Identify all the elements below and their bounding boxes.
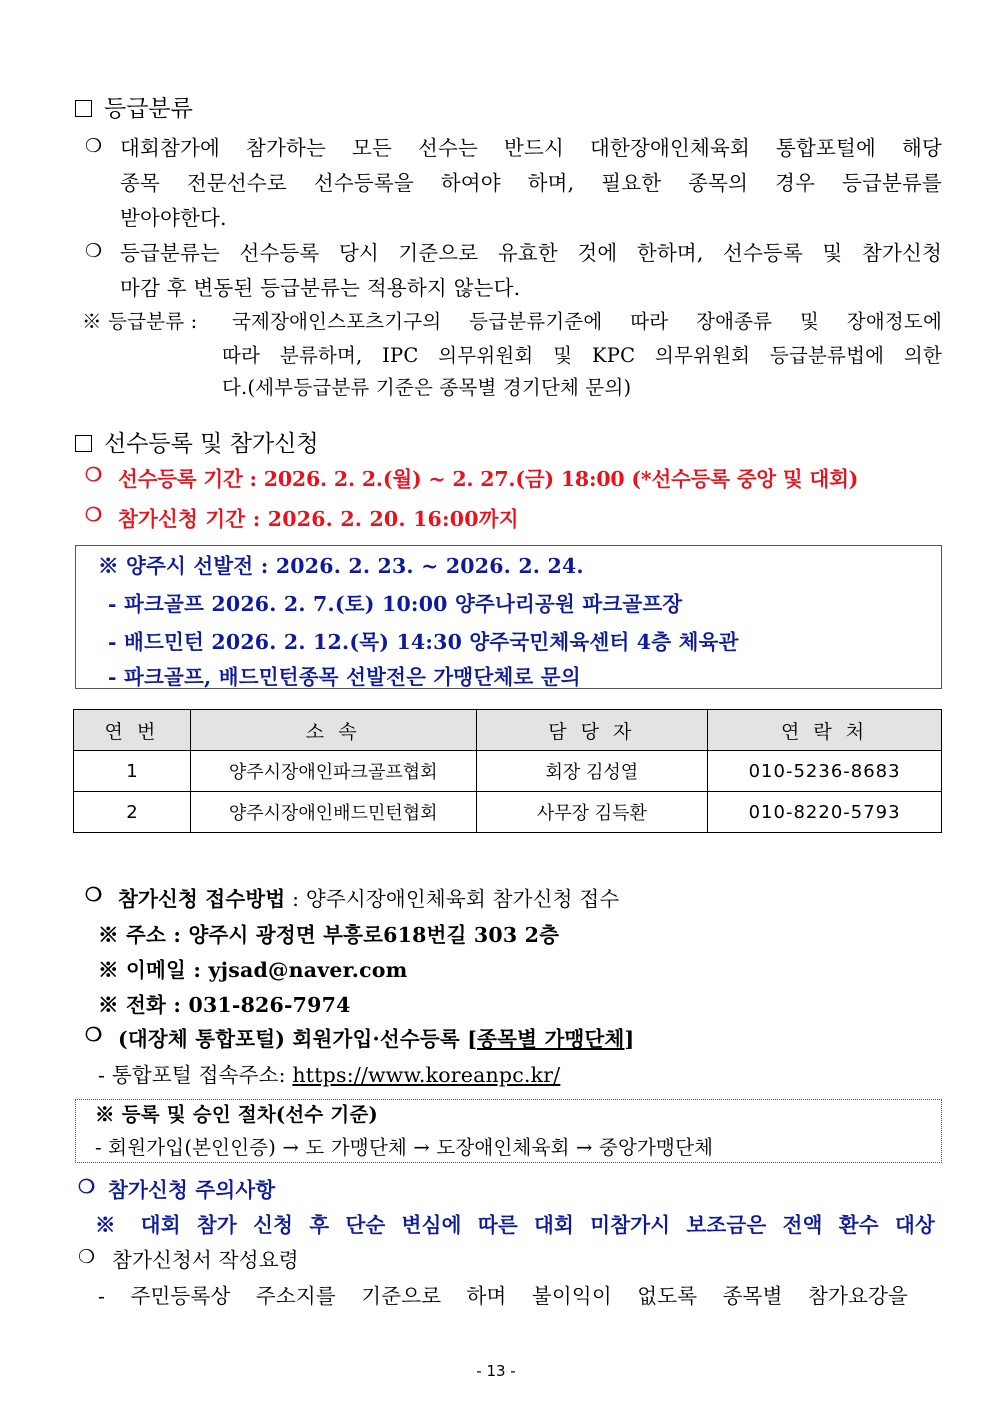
grading-bullet1-line3: 받아야한다. xyxy=(120,206,227,230)
table-cell: 사무장 김득환 xyxy=(476,792,708,833)
circle-bullet-icon: ❍ xyxy=(85,1024,103,1046)
circle-bullet-icon: ❍ xyxy=(85,135,103,157)
section-title-grading xyxy=(75,90,193,123)
table-header-cell: 연 락 처 xyxy=(708,710,942,751)
grading-note-line1: 국제장애인스포츠기구의 등급분류기준에 따라 장애종류 및 장애정도에 xyxy=(232,310,942,333)
portal-signup-underlined: 종목별 가맹단체 xyxy=(477,1027,625,1051)
section-title-text: 선수등록 및 참가신청 xyxy=(104,431,319,457)
caution-title: 참가신청 주의사항 xyxy=(108,1178,276,1202)
table-cell: 010-5236-8683 xyxy=(708,751,942,792)
grading-note-label: ※ 등급분류 : xyxy=(82,310,198,333)
circle-bullet-icon: ❍ xyxy=(78,1176,96,1198)
selection-line-3: - 배드민턴 2026. 2. 12.(목) 14:30 양주국민체육센터 4층 체육관 xyxy=(108,630,739,654)
checkbox-square-icon xyxy=(75,100,92,117)
grading-bullet1-line1: 대회참가에 참가하는 모든 선수는 반드시 대한장애인체육회 통합포털에 해당 xyxy=(120,136,942,160)
table-header-cell: 소 속 xyxy=(190,710,476,751)
circle-bullet-icon: ❍ xyxy=(85,240,103,262)
portal-signup-suffix: ] xyxy=(624,1027,635,1051)
table-cell: 2 xyxy=(74,792,191,833)
circle-bullet-icon: ❍ xyxy=(85,884,103,906)
guide-title: 참가신청서 작성요령 xyxy=(112,1248,299,1272)
application-method-label: 참가신청 접수방법 xyxy=(118,887,286,911)
application-period: 참가신청 기간 : 2026. 2. 20. 16:00까지 xyxy=(118,507,519,531)
procedure-steps: - 회원가입(본인인증) → 도 가맹단체 → 도장애인체육회 → 중앙가맹단체 xyxy=(95,1136,714,1159)
table-cell: 010-8220-5793 xyxy=(708,792,942,833)
application-method-value: : 양주시장애인체육회 참가신청 접수 xyxy=(292,887,620,911)
table-cell: 1 xyxy=(74,751,191,792)
portal-url-label: - 통합포털 접속주소: xyxy=(98,1063,293,1087)
phone-line: ※ 전화 : 031-826-7974 xyxy=(98,993,351,1017)
table-header-row xyxy=(74,710,942,751)
grading-note-line2: 따라 분류하며, IPC 의무위원회 및 KPC 의무위원회 등급분류법에 의한 xyxy=(222,344,942,367)
table-cell: 회장 김성열 xyxy=(476,751,708,792)
circle-bullet-icon: ❍ xyxy=(85,464,103,486)
application-method xyxy=(118,882,619,912)
table-header-cell: 담 당 자 xyxy=(476,710,708,751)
contact-table xyxy=(73,709,942,833)
selection-line-1: ※ 양주시 선발전 : 2026. 2. 23. ~ 2026. 2. 24. xyxy=(98,554,584,578)
section-title-registration xyxy=(75,425,319,458)
grading-bullet2-line1: 등급분류는 선수등록 당시 기준으로 유효한 것에 한하며, 선수등록 및 참가신청 xyxy=(120,241,942,265)
circle-bullet-icon: ❍ xyxy=(85,504,103,526)
circle-bullet-icon: ❍ xyxy=(78,1246,96,1268)
checkbox-square-icon xyxy=(75,435,92,452)
table-cell: 양주시장애인파크골프협회 xyxy=(190,751,476,792)
selection-line-2: - 파크골프 2026. 2. 7.(토) 10:00 양주나리공원 파크골프장 xyxy=(108,592,683,616)
portal-signup-prefix: (대장체 통합포털) 회원가입·선수등록 [ xyxy=(118,1027,478,1051)
grading-bullet2-line2: 마감 후 변동된 등급분류는 적용하지 않는다. xyxy=(120,276,521,300)
grading-bullet1-line2: 종목 전문선수로 선수등록을 하여야 하며, 필요한 종목의 경우 등급분류를 xyxy=(120,171,942,195)
table-row xyxy=(74,751,942,792)
registration-period: 선수등록 기간 : 2026. 2. 2.(월) ~ 2. 27.(금) 18:00 (*선수등록 중앙 및 대회) xyxy=(118,467,859,491)
procedure-title: ※ 등록 및 승인 절차(선수 기준) xyxy=(95,1103,378,1126)
table-row xyxy=(74,792,942,833)
section-title-text: 등급분류 xyxy=(104,96,193,122)
caution-note: ※ 대회 참가 신청 후 단순 변심에 따른 대회 미참가시 보조금은 전액 환수 대상 xyxy=(95,1213,935,1237)
selection-line-4: - 파크골프, 배드민턴종목 선발전은 가맹단체로 문의 xyxy=(108,665,581,689)
email-line: ※ 이메일 : yjsad@naver.com xyxy=(98,958,408,982)
table-header-cell: 연 번 xyxy=(74,710,191,751)
grading-note-line3: 다.(세부등급분류 기준은 종목별 경기단체 문의) xyxy=(222,376,632,399)
address-line: ※ 주소 : 양주시 광정면 부흥로618번길 303 2층 xyxy=(98,923,560,947)
guide-line-1: - 주민등록상 주소지를 기준으로 하며 불이익이 없도록 종목별 참가요강을 xyxy=(98,1284,908,1308)
portal-signup-line xyxy=(118,1022,634,1052)
page-number: - 13 - xyxy=(476,1362,516,1380)
table-cell: 양주시장애인배드민턴협회 xyxy=(190,792,476,833)
portal-url-line xyxy=(98,1058,560,1088)
portal-url-link[interactable]: https://www.koreanpc.kr/ xyxy=(292,1063,561,1087)
